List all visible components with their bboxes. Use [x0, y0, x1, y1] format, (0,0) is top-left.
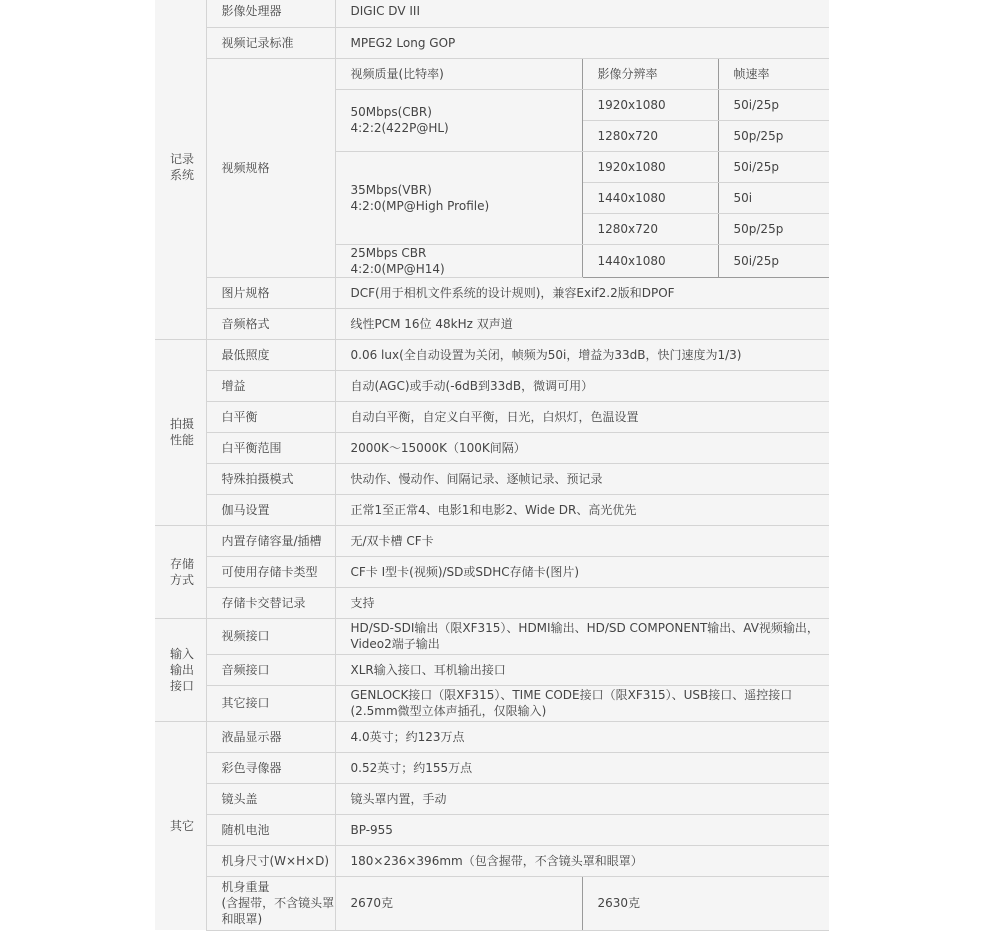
spec-row: [155, 432, 829, 463]
category-shooting-row-label: 伽马设置: [206, 494, 335, 525]
category-shooting-row-value: 2000K～15000K（100K间隔）: [335, 432, 829, 463]
frame-rate-value: 50p/25p: [718, 120, 829, 151]
spec-table: [155, 0, 829, 931]
category-shooting-row-label: 增益: [206, 370, 335, 401]
spec-row: [155, 556, 829, 587]
category-storage-label: 存储方式: [170, 556, 195, 587]
category-storage-row-value: CF卡 I型卡(视频)/SD或SDHC存储卡(图片): [335, 556, 829, 587]
category-shooting-row-value: 自动白平衡，自定义白平衡，日光，白炽灯，色温设置: [335, 401, 829, 432]
audio-format-value: 线性PCM 16位 48kHz 双声道: [335, 308, 829, 339]
category-other-row-label: 机身尺寸(W×H×D): [206, 845, 335, 876]
category-shooting-row-value: 0.06 lux(全自动设置为关闭，帧频为50i，增益为33dB，快门速度为1/3): [335, 339, 829, 370]
category-shooting-row-value: 自动(AGC)或手动(-6dB到33dB，微调可用）: [335, 370, 829, 401]
frame-rate-value: 50i/25p: [718, 151, 829, 182]
spec-row: [155, 339, 829, 370]
spec-row: [155, 401, 829, 432]
standard-value: MPEG2 Long GOP: [335, 27, 829, 58]
category-other-row-value: 镜头罩内置，手动: [335, 783, 829, 814]
category-other-row-value: 0.52英寸；约155万点: [335, 752, 829, 783]
resolution-value: 1440x1080: [582, 182, 718, 213]
category-io-row-label: 视频接口: [206, 618, 335, 654]
video-quality-value: 35Mbps(VBR) 4:2:0(MP@High Profile): [335, 151, 582, 244]
category-shooting-row-value: 正常1至正常4、电影1和电影2、Wide DR、高光优先: [335, 494, 829, 525]
category-io-row-value: GENLOCK接口（限XF315）、TIME CODE接口（限XF315）、USB接口、遥控接口(2.5mm微型立体声插孔，仅限输入): [335, 685, 829, 721]
category-shooting-label: 拍摄性能: [170, 417, 195, 447]
image-spec-label: 图片规格: [206, 277, 335, 308]
spec-row: [155, 752, 829, 783]
category-other-row-value: 4.0英寸；约123万点: [335, 721, 829, 752]
category-io-row-value: HD/SD-SDI输出（限XF315）、HDMI输出、HD/SD COMPONENT输出、AV视频输出，Video2端子输出: [335, 618, 829, 654]
spec-row: [155, 308, 829, 339]
spec-row: [155, 0, 829, 27]
frame-rate-value: 50i: [718, 182, 829, 213]
resolution-value: 1280x720: [582, 213, 718, 244]
category-other-label: 其它: [170, 818, 195, 833]
frame-rate-value: 50i/25p: [718, 244, 829, 277]
processor-value: DIGIC DV III: [335, 0, 829, 27]
category-recording-label: 记录系统: [170, 152, 195, 183]
spec-row: [155, 721, 829, 752]
category-other-row-label: 随机电池: [206, 814, 335, 845]
spec-row: [155, 277, 829, 308]
category-io-row-value: XLR输入接口、耳机输出接口: [335, 654, 829, 685]
video-quality-header: 视频质量(比特率): [335, 58, 582, 89]
category-storage-row-value: 支持: [335, 587, 829, 618]
frame-rate-header: 帧速率: [718, 58, 829, 89]
spec-row: [155, 494, 829, 525]
category-other-row-label: 液晶显示器: [206, 721, 335, 752]
video-spec-label: 视频规格: [206, 58, 335, 277]
weight-label: 机身重量 (含握带，不含镜头罩和眼罩): [206, 876, 335, 930]
spec-row: [155, 618, 829, 654]
category-other: [155, 721, 206, 930]
category-other-row-value: BP-955: [335, 814, 829, 845]
resolution-value: 1440x1080: [582, 244, 718, 277]
spec-row: [155, 587, 829, 618]
resolution-header: 影像分辨率: [582, 58, 718, 89]
category-shooting-row-label: 白平衡: [206, 401, 335, 432]
image-spec-value: DCF(用于相机文件系统的设计规则)，兼容Exif2.2版和DPOF: [335, 277, 829, 308]
spec-row: [155, 845, 829, 876]
category-storage-row-label: 内置存储容量/插槽: [206, 525, 335, 556]
category-other-row-label: 彩色寻像器: [206, 752, 335, 783]
resolution-value: 1920x1080: [582, 151, 718, 182]
video-quality-value: 25Mbps CBR 4:2:0(MP@H14): [335, 244, 582, 277]
spec-row: [155, 463, 829, 494]
spec-row: [155, 58, 829, 89]
frame-rate-value: 50i/25p: [718, 89, 829, 120]
spec-row: [155, 783, 829, 814]
spec-row: [155, 525, 829, 556]
category-io-row-label: 音频接口: [206, 654, 335, 685]
category-io-row-label: 其它接口: [206, 685, 335, 721]
resolution-value: 1920x1080: [582, 89, 718, 120]
category-io: [155, 618, 206, 721]
video-quality-value: 50Mbps(CBR) 4:2:2(422P@HL): [335, 89, 582, 151]
category-storage-row-label: 存储卡交替记录: [206, 587, 335, 618]
category-other-row-value: 180×236×396mm（包含握带，不含镜头罩和眼罩）: [335, 845, 829, 876]
category-io-label: 输入输出接口: [170, 646, 195, 693]
frame-rate-value: 50p/25p: [718, 213, 829, 244]
category-shooting: [155, 339, 206, 525]
category-shooting-row-label: 特殊拍摄模式: [206, 463, 335, 494]
audio-format-label: 音频格式: [206, 308, 335, 339]
category-shooting-row-label: 最低照度: [206, 339, 335, 370]
category-shooting-row-label: 白平衡范围: [206, 432, 335, 463]
category-storage: [155, 525, 206, 618]
spec-row: [155, 27, 829, 58]
category-other-row-label: 镜头盖: [206, 783, 335, 814]
processor-label: 影像处理器: [206, 0, 335, 27]
spec-row: [155, 685, 829, 721]
spec-row: [155, 370, 829, 401]
spec-row: [155, 654, 829, 685]
spec-row: [155, 876, 829, 930]
category-shooting-row-value: 快动作、慢动作、间隔记录、逐帧记录、预记录: [335, 463, 829, 494]
standard-label: 视频记录标准: [206, 27, 335, 58]
category-storage-row-label: 可使用存储卡类型: [206, 556, 335, 587]
spec-row: [155, 814, 829, 845]
weight-value-a: 2670克: [335, 876, 582, 930]
category-storage-row-value: 无/双卡槽 CF卡: [335, 525, 829, 556]
resolution-value: 1280x720: [582, 120, 718, 151]
category-recording: [155, 0, 206, 339]
weight-value-b: 2630克: [582, 876, 829, 930]
